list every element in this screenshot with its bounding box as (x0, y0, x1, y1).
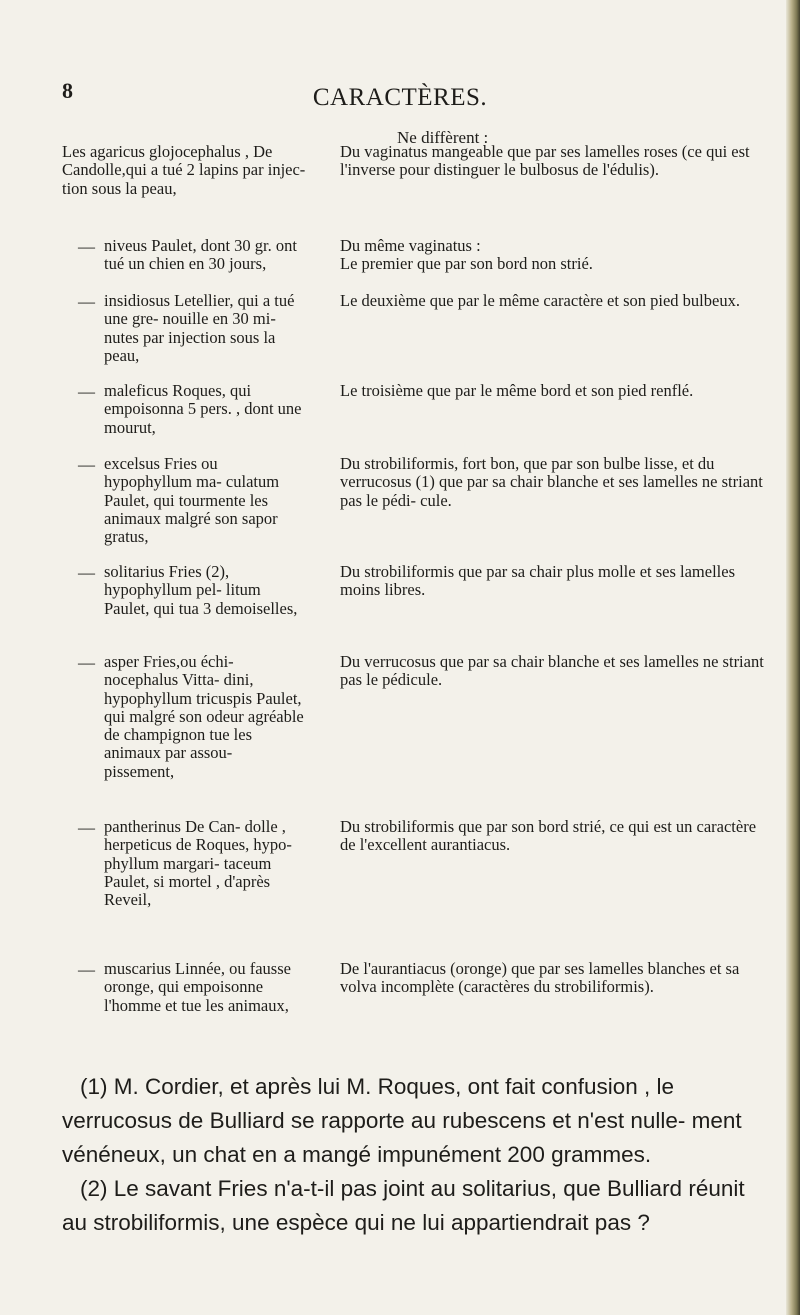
row-dash: — (78, 237, 95, 256)
species-cell: niveus Paulet, dont 30 gr. ont tué un chien en 30 jours, (104, 236, 297, 274)
difference-cell: Du vaginatus mangeable que par ses lamelles roses (ce qui est l'inverse pour distinguer le bulbosus de l'édulis). (340, 142, 750, 180)
row-dash: — (78, 818, 95, 837)
species-cell: asper Fries,ou échi- nocephalus Vitta- dini, hypophyllum tricuspis Paulet, qui malgré son odeur agréable de champignon tue les animaux par assou- pissement, (104, 652, 304, 781)
page-edge-shadow (786, 0, 800, 1315)
footnote: (2) Le savant Fries n'a-t-il pas joint au solitarius, que Bulliard réunit au strobiliformis, une espèce qui ne lui appartiendrait pas ? (62, 1176, 745, 1235)
difference-cell: Du strobiliformis, fort bon, que par son bulbe lisse, et du verrucosus (1) que par sa chair blanche et ses lamelles ne striant pas le pédi- cule. (340, 454, 763, 510)
difference-cell: De l'aurantiacus (oronge) que par ses lamelles blanches et sa volva incomplète (caractères du strobiliformis). (340, 959, 740, 997)
species-cell: insidiosus Letellier, qui a tué une gre- nouille en 30 mi- nutes par injection sous la peau, (104, 291, 295, 365)
footnote: (1) M. Cordier, et après lui M. Roques, ont fait confusion , le verrucosus de Bulliard se rapporte au rubescens et n'est nulle- ment vénéneux, un chat en a mangé impunément 200 grammes. (62, 1074, 742, 1167)
difference-cell: Du strobiliformis que par son bord strié, ce qui est un caractère de l'excellent aurantiacus. (340, 817, 757, 855)
running-head: CARACTÈRES. (312, 84, 488, 111)
difference-cell: Du verrucosus que par sa chair blanche et ses lamelles ne striant pas le pédicule. (340, 652, 764, 690)
row-dash: — (78, 292, 95, 311)
row-dash: — (78, 455, 95, 474)
difference-cell: Le deuxième que par le même caractère et son pied bulbeux. (340, 291, 740, 310)
difference-cell: Du strobiliformis que par sa chair plus molle et ses lamelles moins libres. (340, 562, 735, 600)
species-cell: solitarius Fries (2), hypophyllum pel- litum Paulet, qui tua 3 demoiselles, (104, 562, 298, 618)
species-cell: excelsus Fries ou hypophyllum ma- culatum Paulet, qui tourmente les animaux malgré son sapor gratus, (104, 454, 280, 547)
row-dash: — (78, 653, 95, 672)
page-number: 8 (62, 78, 73, 103)
column-header: Ne diffèrent : (397, 128, 489, 147)
row-dash: — (78, 563, 95, 582)
row-dash: — (78, 382, 95, 401)
difference-cell: Le troisième que par le même bord et son pied renflé. (340, 381, 694, 400)
species-cell: pantherinus De Can- dolle , herpeticus de Roques, hypo- phyllum margari- taceum Paulet, si mortel , d'après Reveil, (104, 817, 292, 910)
species-cell: Les agaricus glojocephalus , De Candolle,qui a tué 2 lapins par injec- tion sous la peau, (62, 142, 306, 198)
difference-cell: Du même vaginatus : Le premier que par son bord non strié. (340, 236, 593, 274)
row-dash: — (78, 960, 95, 979)
species-cell: muscarius Linnée, ou fausse oronge, qui empoisonne l'homme et tue les animaux, (104, 959, 291, 1015)
footnotes (62, 1070, 770, 1240)
species-cell: maleficus Roques, qui empoisonna 5 pers. , dont une mourut, (104, 381, 302, 437)
